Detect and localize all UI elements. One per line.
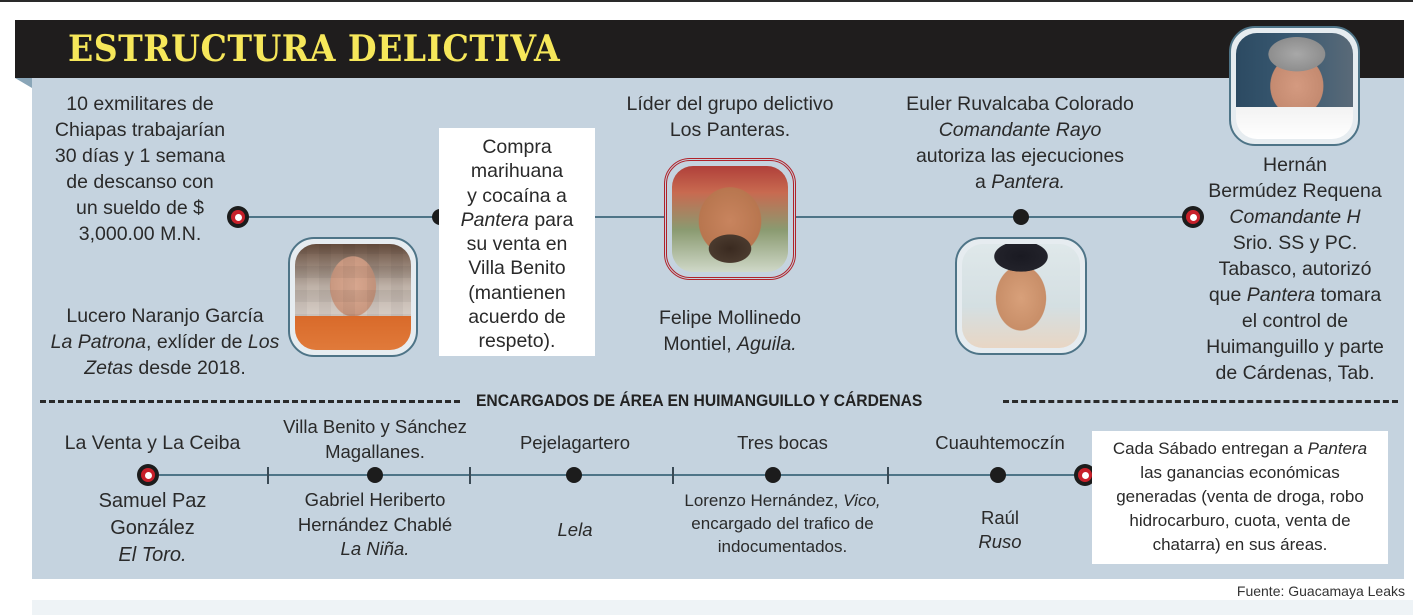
timeline-node-red — [227, 206, 249, 228]
timeline-tick — [672, 467, 674, 484]
area5-person: Raúl Ruso — [978, 507, 1022, 552]
section-divider-left — [40, 400, 460, 403]
section-divider-right — [1003, 400, 1398, 403]
portrait-top-right-image — [1236, 33, 1353, 139]
pixelated-portrait-image — [295, 244, 411, 350]
page-title: ESTRUCTURA DELICTIVA — [68, 28, 561, 70]
photo-euler — [955, 237, 1087, 355]
area4-label: Tres bocas — [737, 432, 828, 453]
photo-lucero — [288, 237, 418, 357]
portrait-below-image — [962, 244, 1080, 348]
portrait-red-frame-image — [672, 166, 788, 272]
area1-person: Samuel Paz González El Toro. — [98, 490, 207, 566]
area2-person: Gabriel Heriberto Hernández Chablé La Niña. — [297, 489, 453, 559]
area2-label: Villa Benito y Sánchez Magallanes. — [283, 416, 467, 462]
source-credit: Fuente: Guacamaya Leaks — [1236, 583, 1405, 599]
node3-person: Felipe Mollinedo Montiel, Aguila. — [659, 307, 801, 355]
node2-description: Compra marihuana y cocaína a Pantera para su venta en Villa Benito (mantienen acuerdo de respeto). — [460, 136, 574, 353]
end-description: Cada Sábado entregan a Pantera las ganancias económicas generadas (venta de droga, robo hidrocarburo, cuota, venta de chatarra) en sus áreas. — [1112, 439, 1368, 554]
timeline-node-dot — [367, 467, 383, 483]
bottom-timeline-line — [148, 474, 1083, 476]
area3-person: Lela — [557, 519, 593, 540]
node1-person: Lucero Naranjo García La Patrona, exlíder de Los Zetas desde 2018. — [50, 305, 280, 379]
top-border — [0, 0, 1413, 2]
area4-person: Lorenzo Hernández, Vico, encargado del trafico de indocumentados. — [684, 491, 881, 556]
bottom-strip — [32, 600, 1413, 615]
photo-felipe — [664, 158, 796, 280]
timeline-tick — [267, 467, 269, 484]
header-notch — [15, 78, 32, 88]
area5-label: Cuauhtemoczín — [935, 432, 1065, 453]
timeline-node-dot — [765, 467, 781, 483]
area3-label: Pejelagartero — [519, 432, 631, 453]
timeline-node-red — [137, 464, 159, 486]
section-label: ENCARGADOS DE ÁREA EN HUIMANGUILLO Y CÁRDENAS — [476, 391, 923, 410]
timeline-node-dot — [990, 467, 1006, 483]
timeline-tick — [887, 467, 889, 484]
area1-label: La Venta y La Ceiba — [64, 432, 241, 454]
node4-description: Euler Ruvalcaba Colorado Comandante Rayo autoriza las ejecuciones a Pantera. — [906, 93, 1134, 193]
node3-role: Líder del grupo delictivo Los Panteras. — [626, 93, 834, 141]
photo-hernan — [1229, 26, 1360, 146]
node5-description: Hernán Bermúdez Requena Comandante H Srio. SS y PC. Tabasco, autorizó que Pantera tomara el control de Huimanguillo y parte de Cárdenas, Tab. — [1206, 154, 1384, 384]
timeline-node-dot — [566, 467, 582, 483]
node1-description: 10 exmilitares de Chiapas trabajarían 30 días y 1 semana de descanso con un sueldo de $ 3,000.00 M.N. — [54, 93, 226, 245]
timeline-tick — [469, 467, 471, 484]
timeline-node-dot — [1013, 209, 1029, 225]
